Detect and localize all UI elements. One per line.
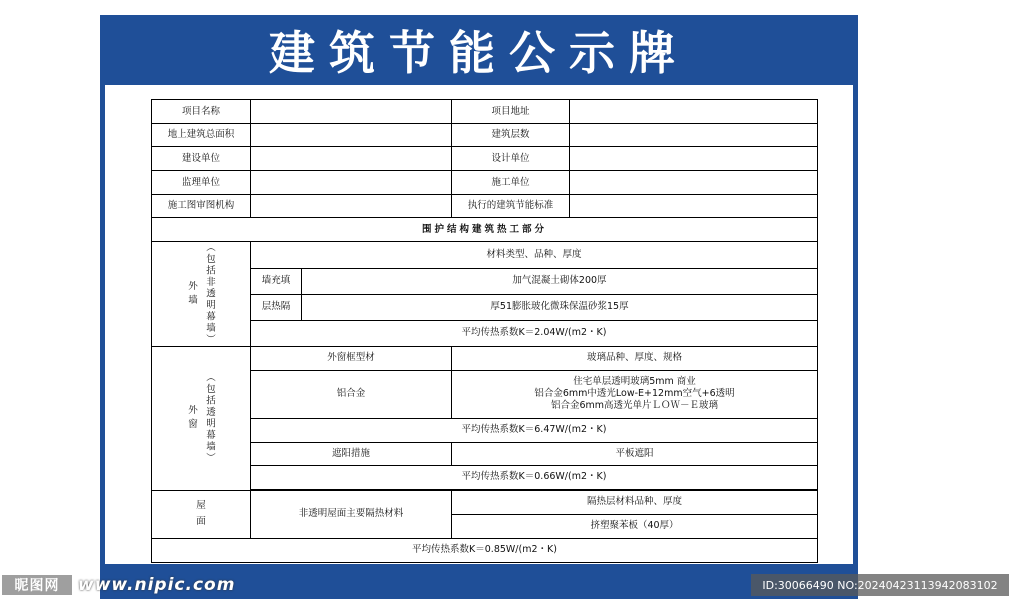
energy-standard-label: 执行的建筑节能标准	[452, 195, 570, 218]
table-row	[152, 320, 818, 346]
project-name-value	[251, 100, 452, 124]
shade-label: 遮阳措施	[251, 442, 452, 465]
supervision-unit-label: 监理单位	[152, 171, 251, 195]
construction-unit-label: 建设单位	[152, 147, 251, 171]
roof-material-header: 隔热层材料品种、厚度	[452, 490, 818, 514]
glass-line-2: 铝合金6mm中透光Low-E+12mm空气+6透明	[534, 388, 735, 399]
table-row	[152, 171, 818, 195]
wall-fill-label: 墙充填	[251, 268, 302, 294]
table-row	[152, 268, 818, 294]
supervision-unit-value	[251, 171, 452, 195]
roof-category	[152, 490, 251, 538]
ground-area-value	[251, 124, 452, 147]
window-k-value: 平均传热系数K＝6.47W/(m2・K)	[251, 418, 818, 442]
wall-k-value: 平均传热系数K＝2.04W/(m2・K)	[251, 320, 818, 346]
window-frame-value: 铝合金	[251, 370, 452, 418]
builder-unit-label: 施工单位	[452, 171, 570, 195]
watermark-url: www.nipic.com	[78, 575, 236, 595]
section-title: 围护结构建筑热工部分	[152, 218, 818, 242]
floors-label: 建筑层数	[452, 124, 570, 147]
construction-unit-value	[251, 147, 452, 171]
page-title: 建筑节能公示牌	[269, 26, 689, 80]
table-row	[152, 538, 818, 562]
table-row	[152, 294, 818, 320]
wall-paren-label: （包括非透明幕墙）	[204, 242, 215, 346]
table-row	[152, 465, 818, 489]
window-frame-header: 外窗框型材	[251, 346, 452, 370]
shade-k-value: 平均传热系数K＝0.66W/(m2・K)	[251, 465, 818, 489]
design-unit-label: 设计单位	[452, 147, 570, 171]
builder-unit-value	[570, 171, 818, 195]
roof-material-value: 挤塑聚苯板（40厚）	[452, 514, 818, 538]
glass-line-1: 住宅单层透明玻璃5mm 商业	[573, 376, 696, 387]
project-name-label: 项目名称	[152, 100, 251, 124]
title-bar	[100, 15, 858, 85]
table-row	[152, 442, 818, 465]
table-row	[152, 242, 818, 269]
roof-label: 屋面	[196, 500, 206, 527]
window-glass-header: 玻璃品种、厚度、规格	[452, 346, 818, 370]
wall-insul-value: 厚51膨胀玻化微珠保温砂浆15厚	[302, 294, 818, 320]
table-row	[152, 147, 818, 171]
watermark-id: ID:30066490 NO:20240423113942083102	[751, 574, 1009, 596]
wall-label: 外墙	[188, 280, 198, 306]
drawing-review-label: 施工图审图机构	[152, 195, 251, 218]
floors-value	[570, 124, 818, 147]
wall-material-header: 材料类型、品种、厚度	[251, 242, 818, 269]
project-address-label: 项目地址	[452, 100, 570, 124]
table-row	[152, 346, 818, 370]
energy-standard-value	[570, 195, 818, 218]
roof-material-label: 非透明屋面主要隔热材料	[251, 490, 452, 538]
window-label: 外窗	[188, 405, 198, 430]
table-row	[152, 218, 818, 242]
table-row	[152, 490, 818, 514]
table-row	[152, 418, 818, 442]
table-row	[152, 195, 818, 218]
wall-category	[152, 242, 251, 347]
drawing-review-value	[251, 195, 452, 218]
energy-table	[151, 99, 818, 563]
wall-insul-label: 层热隔	[251, 294, 302, 320]
watermark-logo: 昵图网	[2, 575, 72, 595]
wall-fill-value: 加气混凝土砌体200厚	[302, 268, 818, 294]
project-address-value	[570, 100, 818, 124]
window-glass-value	[452, 370, 818, 418]
shade-value: 平板遮阳	[452, 442, 818, 465]
window-category	[152, 346, 251, 490]
window-paren-label: （包括透明幕墙）	[204, 372, 215, 464]
roof-k-value: 平均传热系数K＝0.85W/(m2・K)	[152, 538, 818, 562]
table-row	[152, 370, 818, 418]
signboard	[100, 15, 858, 599]
content-panel	[105, 85, 853, 564]
glass-line-3: 铝合金6mm高透光单片ＬＯＷ－Ｅ玻璃	[550, 400, 719, 411]
design-unit-value	[570, 147, 818, 171]
ground-area-label: 地上建筑总面积	[152, 124, 251, 147]
watermark-left	[2, 574, 235, 596]
table-row	[152, 100, 818, 124]
table-row	[152, 124, 818, 147]
